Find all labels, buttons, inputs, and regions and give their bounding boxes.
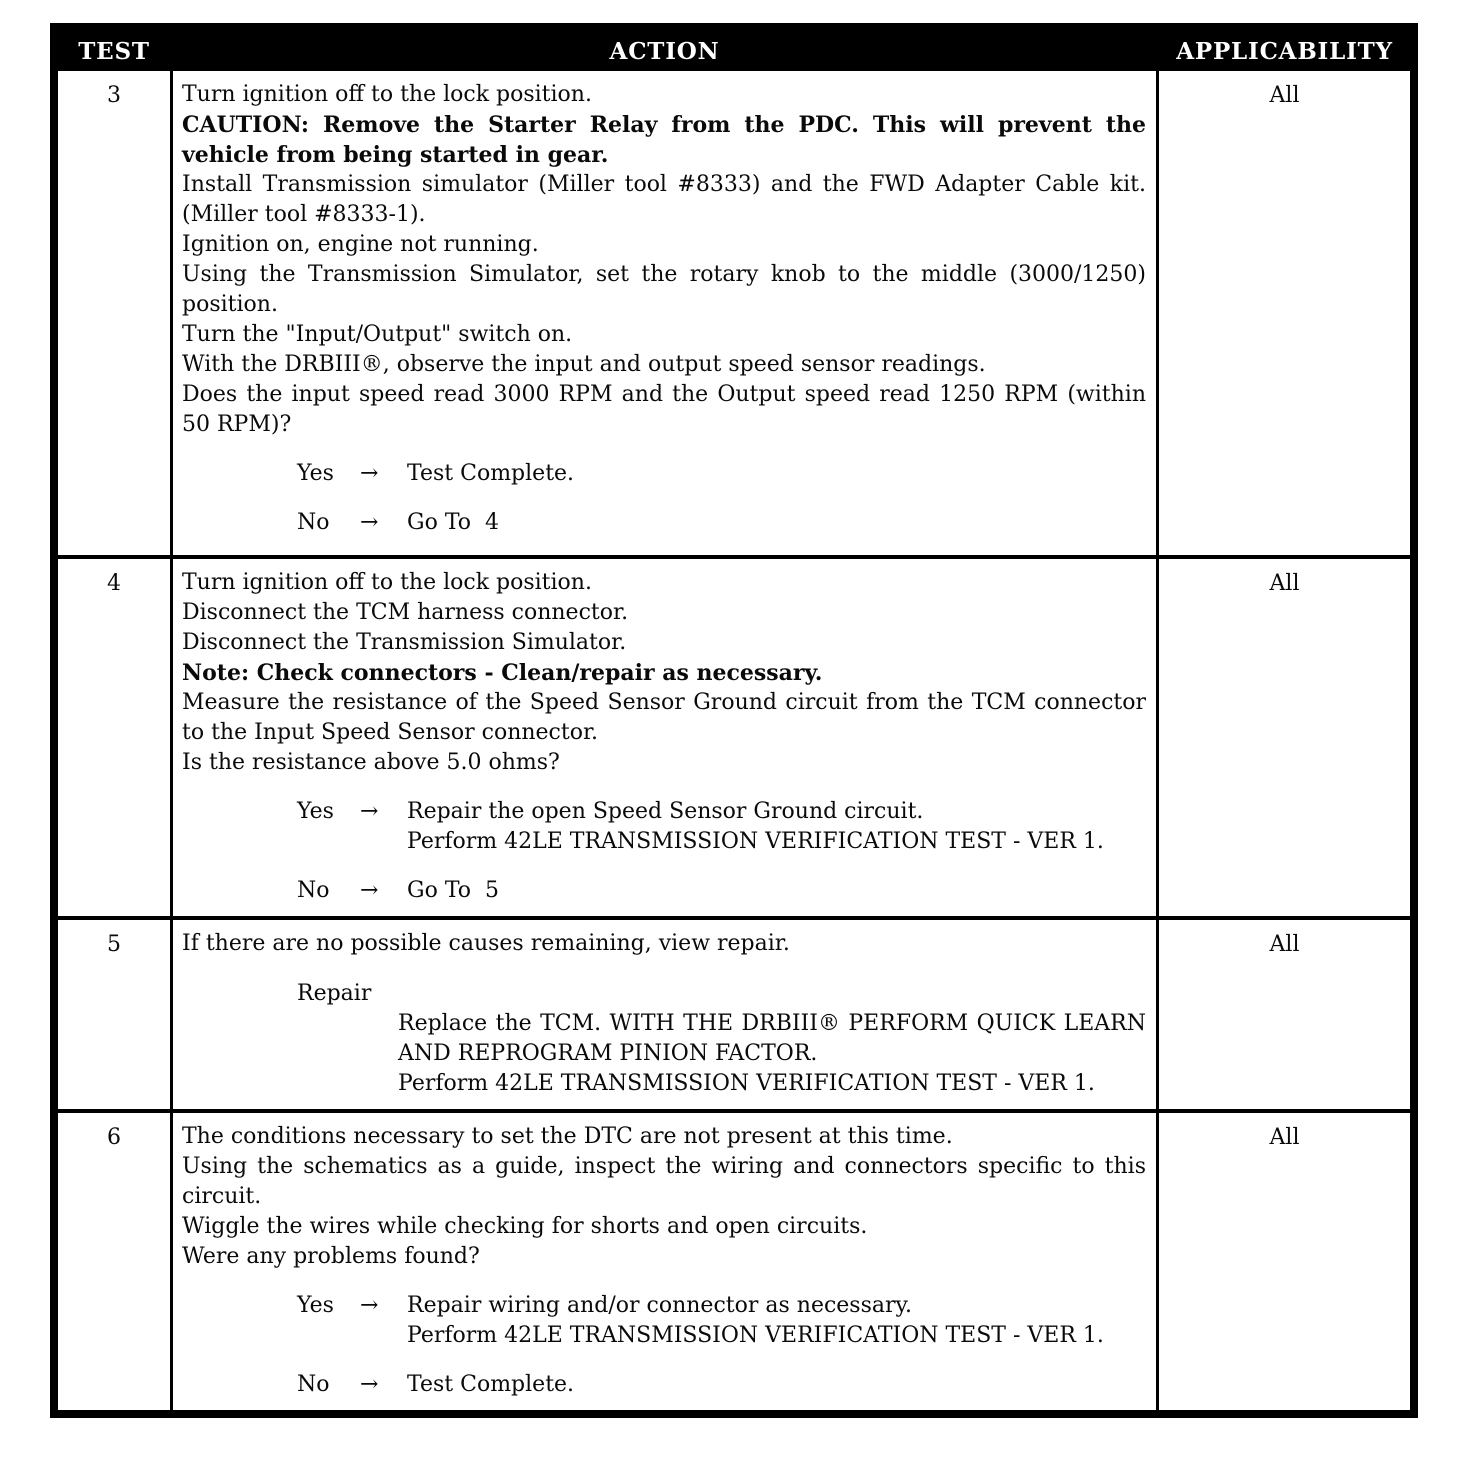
action-paragraph: Turn ignition off to the lock position.: [182, 82, 592, 107]
decision-row: [182, 876, 1146, 906]
applicability-cell: [1159, 559, 1410, 916]
table-body: [58, 71, 1410, 1410]
table-row: [58, 71, 1410, 555]
action-paragraph: Does the input speed read 3000 RPM and the Output speed read 1250 RPM (within 50 RPM)?: [182, 382, 1146, 437]
header-cell-action: ACTION: [609, 37, 720, 65]
test-number: 4: [107, 571, 121, 596]
decision-row: [182, 1370, 1146, 1400]
decision-row: [182, 797, 1146, 857]
arrow-icon: →: [360, 461, 379, 486]
decision-row: [182, 1291, 1146, 1351]
test-number: 6: [107, 1125, 121, 1150]
action-cell: [170, 71, 1159, 555]
decision-result-line: Test Complete.: [407, 1372, 575, 1397]
action-paragraph: Using the Transmission Simulator, set the rotary knob to the middle (3000/1250) position.: [182, 262, 1146, 317]
decision-row: [182, 459, 1146, 489]
action-paragraph: Disconnect the TCM harness connector.: [182, 600, 629, 625]
test-number-cell: [58, 559, 170, 916]
decision-result-line: Repair the open Speed Sensor Ground circuit.: [407, 799, 924, 824]
repair-instructions: [398, 1009, 1146, 1099]
action-paragraph: The conditions necessary to set the DTC are not present at this time.: [182, 1124, 953, 1149]
decision-label: Yes: [297, 461, 334, 486]
test-number: 3: [107, 83, 121, 108]
arrow-icon: →: [360, 1293, 379, 1318]
table-header: [58, 31, 1410, 71]
action-paragraph: Note: Check connectors - Clean/repair as necessary.: [182, 660, 823, 686]
action-cell: [170, 559, 1159, 916]
repair-instruction-line: Replace the TCM. WITH THE DRBIII® PERFORM QUICK LEARN AND REPROGRAM PINION FACTOR.: [398, 1011, 1146, 1066]
action-paragraph: If there are no possible causes remaining, view repair.: [182, 931, 790, 956]
decision-result: [407, 459, 1146, 489]
repair-label: Repair: [297, 981, 372, 1006]
header-cell-applicability: APPLICABILITY: [1176, 37, 1393, 65]
test-number: 5: [107, 932, 121, 957]
action-paragraph: With the DRBIII®, observe the input and output speed sensor readings.: [182, 352, 986, 377]
test-number-cell: [58, 71, 170, 555]
action-paragraph: Were any problems found?: [182, 1244, 480, 1269]
decision-label: No: [297, 878, 330, 903]
repair-instruction-line: Perform 42LE TRANSMISSION VERIFICATION TEST - VER 1.: [398, 1071, 1095, 1096]
applicability-value: All: [1269, 83, 1300, 108]
applicability-cell: [1159, 71, 1410, 555]
action-paragraph: Ignition on, engine not running.: [182, 232, 539, 257]
decision-result-line: Go To 4: [407, 510, 500, 535]
action-paragraph: Turn the "Input/Output" switch on.: [182, 322, 573, 347]
table-row: [58, 916, 1410, 1109]
decision-result-line: Perform 42LE TRANSMISSION VERIFICATION TEST - VER 1.: [407, 829, 1104, 854]
arrow-icon: →: [360, 878, 379, 903]
applicability-value: All: [1269, 1125, 1300, 1150]
table-row: [58, 555, 1410, 916]
decision-result: [407, 1291, 1146, 1351]
decision-label: Yes: [297, 799, 334, 824]
action-paragraph: Install Transmission simulator (Miller tool #8333) and the FWD Adapter Cable kit.(Miller tool #8333-1).: [182, 172, 1146, 227]
decision-result-line: Perform 42LE TRANSMISSION VERIFICATION TEST - VER 1.: [407, 1323, 1104, 1348]
decision-result-line: Test Complete.: [407, 461, 575, 486]
test-number-cell: [58, 920, 170, 1109]
action-paragraph: Turn ignition off to the lock position.: [182, 570, 592, 595]
decision-result: [407, 797, 1146, 857]
decision-result-line: Go To 5: [407, 878, 500, 903]
action-paragraph: CAUTION: Remove the Starter Relay from the PDC. This will prevent the vehicle from being started in gear.: [182, 112, 1146, 168]
applicability-cell: [1159, 1113, 1410, 1410]
decision-result: [407, 1370, 1146, 1400]
action-paragraph: Is the resistance above 5.0 ohms?: [182, 750, 560, 775]
decision-row: [182, 508, 1146, 538]
header-cell-test: TEST: [78, 37, 150, 65]
action-paragraph: Disconnect the Transmission Simulator.: [182, 630, 627, 655]
arrow-icon: →: [360, 510, 379, 535]
decision-result: [407, 508, 1146, 538]
decision-label: No: [297, 510, 330, 535]
applicability-cell: [1159, 920, 1410, 1109]
decision-label: No: [297, 1372, 330, 1397]
procedure-table: [50, 23, 1418, 1418]
applicability-value: All: [1269, 932, 1300, 957]
decision-result: [407, 876, 1146, 906]
action-paragraph: Measure the resistance of the Speed Sensor Ground circuit from the TCM connector to the Input Speed Sensor connector.: [182, 690, 1146, 745]
decision-label: Yes: [297, 1293, 334, 1318]
action-cell: [170, 920, 1159, 1109]
test-number-cell: [58, 1113, 170, 1410]
table-row: [58, 1109, 1410, 1410]
action-cell: [170, 1113, 1159, 1410]
applicability-value: All: [1269, 571, 1300, 596]
arrow-icon: →: [360, 1372, 379, 1397]
action-paragraph: Using the schematics as a guide, inspect the wiring and connectors specific to this circuit.: [182, 1154, 1146, 1209]
arrow-icon: →: [360, 799, 379, 824]
action-paragraph: Wiggle the wires while checking for shorts and open circuits.: [182, 1214, 868, 1239]
decision-result-line: Repair wiring and/or connector as necessary.: [407, 1293, 913, 1318]
